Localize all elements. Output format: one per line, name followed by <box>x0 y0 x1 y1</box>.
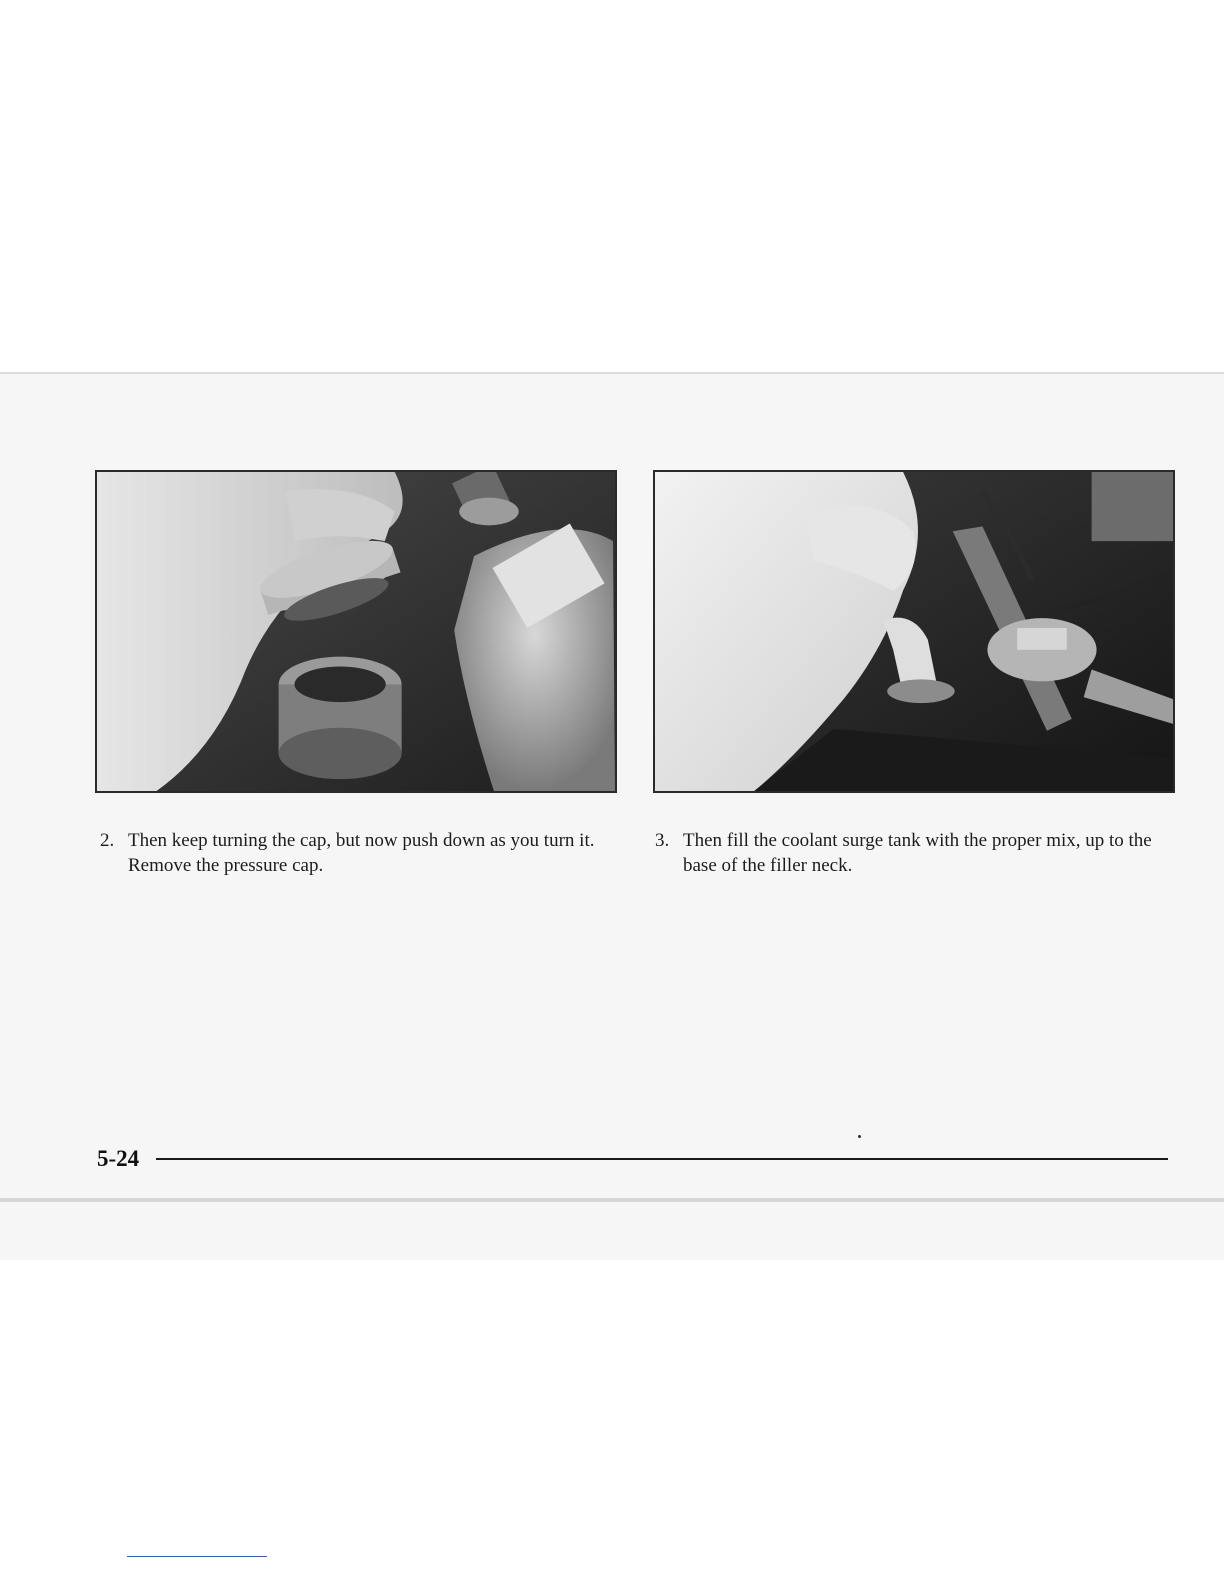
step-item <box>100 828 600 878</box>
scan-edge-top <box>0 372 1224 374</box>
step-number: 2. <box>100 830 115 851</box>
scan-speck <box>858 1135 861 1138</box>
scan-edge-bottom <box>0 1198 1224 1202</box>
link-underline <box>127 1556 267 1557</box>
photo-filling-coolant-tank <box>653 470 1175 793</box>
step-text: Then fill the coolant surge tank with the proper mix, up to the base of the filler neck. <box>683 830 1152 876</box>
step-text: Then keep turning the cap, but now push down as you turn it. Remove the pressure cap. <box>128 830 595 876</box>
photo-removing-pressure-cap <box>95 470 617 793</box>
step-number: 3. <box>655 830 670 851</box>
page-number: 5-24 <box>97 1146 140 1171</box>
step-item <box>655 828 1175 878</box>
footer-rule <box>156 1158 1168 1160</box>
